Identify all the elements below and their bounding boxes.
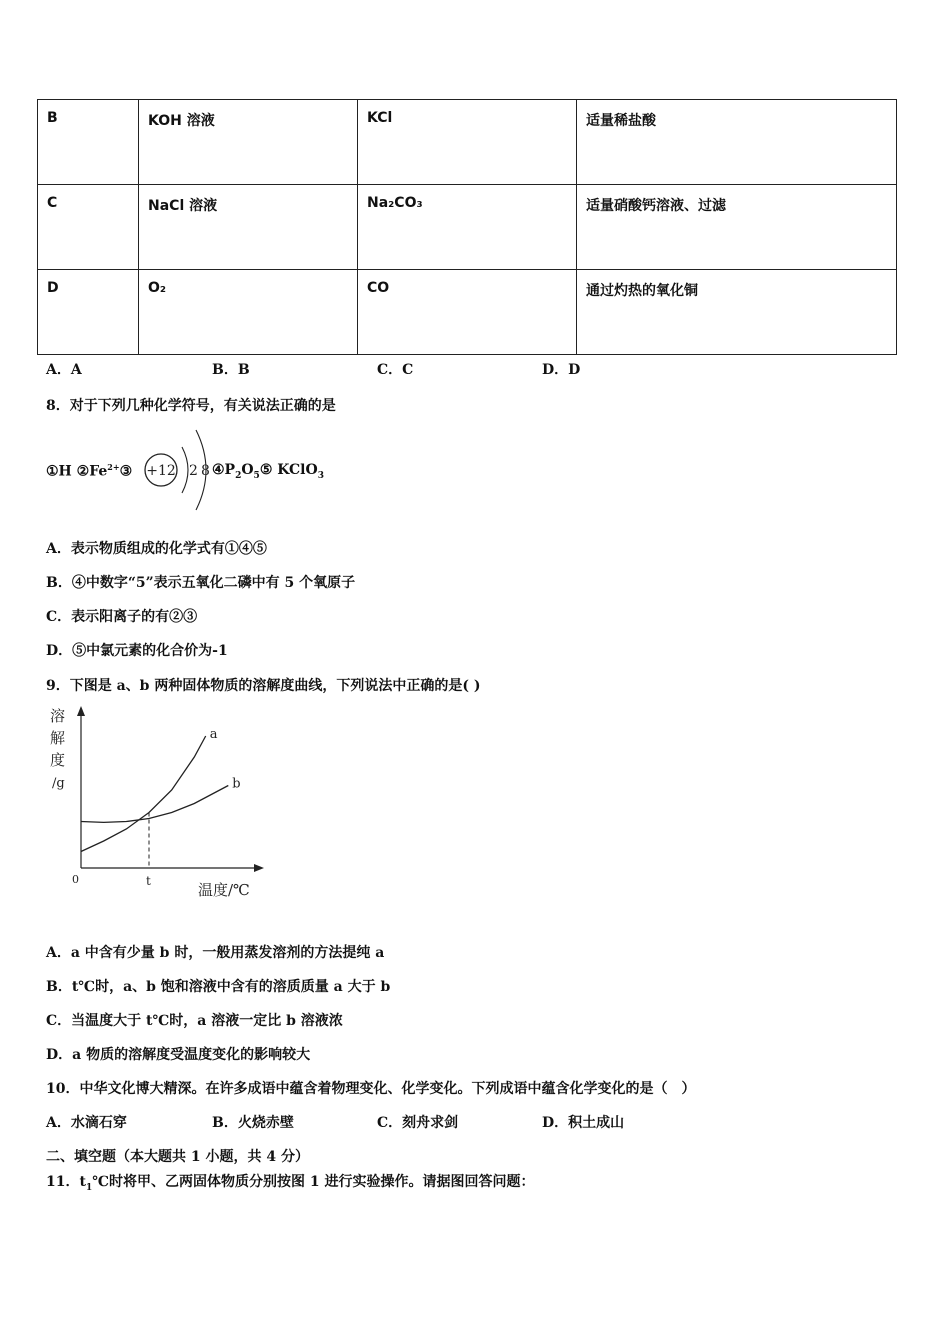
symbol-kclo: ⑤ KClO (259, 462, 318, 478)
row-impurity: KCl (358, 100, 577, 185)
y-label-char: 度 (50, 751, 66, 769)
q8-stem: 8．对于下列几种化学符号，有关说法正确的是 (46, 398, 336, 414)
curve-b (81, 786, 228, 823)
atom-structure-diagram (138, 425, 223, 515)
q8-option-c[interactable]: C．表示阳离子的有②③ (46, 609, 198, 625)
row-method: 通过灼热的氧化铜 (577, 270, 897, 355)
q10-option-b[interactable]: B．火烧赤壁 (212, 1115, 294, 1131)
shell-1-electrons: 2 (189, 463, 198, 479)
q10-option-c[interactable]: C．刻舟求剑 (377, 1115, 459, 1131)
q8-symbols-right (212, 462, 324, 481)
curve-b-label: b (232, 776, 241, 792)
row-letter: C (38, 185, 139, 270)
q11-text: ℃时将甲、乙两固体物质分别按图 1 进行实验操作。请据图回答问题： (92, 1174, 535, 1190)
solubility-chart (46, 703, 276, 903)
row-substance: O₂ (139, 270, 358, 355)
row-method: 适量硝酸钙溶液、过滤 (577, 185, 897, 270)
o-subscript: 5 (253, 470, 260, 481)
q9-stem: 9．下图是 a、b 两种固体物质的溶解度曲线，下列说法中正确的是( ) (46, 678, 481, 694)
q8-symbols (46, 462, 132, 480)
shell-2-electrons: 8 (201, 463, 210, 479)
row-substance: NaCl 溶液 (139, 185, 358, 270)
choice-b[interactable]: B．B (212, 362, 250, 378)
row-substance: KOH 溶液 (139, 100, 358, 185)
q11-subscript: 1 (85, 1182, 93, 1193)
q8-option-a[interactable]: A．表示物质组成的化学式有①④⑤ (46, 541, 267, 557)
row-impurity: CO (358, 270, 577, 355)
fe-charge: 2+ (107, 462, 120, 472)
q8-option-d[interactable]: D．⑤中氯元素的化合价为-1 (46, 643, 228, 659)
q9-option-b[interactable]: B．t℃时，a、b 饱和溶液中含有的溶质质量 a 大于 b (46, 979, 391, 995)
x-axis-arrow (254, 864, 264, 872)
q10-stem: 10．中华文化博大精深。在许多成语中蕴含着物理变化、化学变化。下列成语中蕴含化学变化的是（ ） (46, 1081, 696, 1097)
shell-arc-1 (182, 447, 188, 493)
symbol-p: ④P (212, 462, 236, 478)
q10-option-a[interactable]: A．水滴石穿 (46, 1115, 127, 1131)
q10-option-d[interactable]: D．积土成山 (542, 1115, 625, 1131)
q9-option-c[interactable]: C．当温度大于 t℃时，a 溶液一定比 b 溶液浓 (46, 1013, 343, 1029)
origin-label: 0 (72, 873, 79, 886)
row-method: 适量稀盐酸 (577, 100, 897, 185)
q8-option-b[interactable]: B．④中数字“5”表示五氧化二磷中有 5 个氧原子 (46, 575, 356, 591)
q9-option-a[interactable]: A．a 中含有少量 b 时，一般用蒸发溶剂的方法提纯 a (46, 945, 385, 961)
curve-a (81, 736, 206, 852)
row-impurity: Na₂CO₃ (358, 185, 577, 270)
y-label-char: 溶 (50, 707, 66, 725)
y-axis-label (50, 707, 65, 791)
y-axis-arrow (77, 706, 85, 716)
nucleus-charge: +12 (146, 463, 176, 479)
symbol-h-fe: ①H ②Fe (46, 463, 108, 480)
q11-prefix: 11．t (46, 1174, 86, 1190)
choice-c[interactable]: C．C (377, 362, 414, 378)
q11-stem (46, 1171, 534, 1193)
symbol-3: ③ (119, 463, 133, 480)
y-label-char: 解 (50, 729, 66, 747)
table-row (38, 100, 897, 185)
choice-a[interactable]: A．A (46, 362, 82, 378)
y-label-char: /g (52, 776, 65, 791)
section-heading: 二、填空题（本大题共 1 小题，共 4 分） (46, 1149, 309, 1165)
curve-a-label: a (209, 727, 218, 742)
row-letter: D (38, 270, 139, 355)
t-tick-label: t (146, 874, 151, 888)
x-axis-label: 温度/℃ (198, 881, 250, 899)
q9-option-d[interactable]: D．a 物质的溶解度受温度变化的影响较大 (46, 1047, 311, 1063)
symbol-o: O (241, 462, 254, 478)
p-subscript: 2 (235, 470, 242, 481)
table-row (38, 270, 897, 355)
row-letter: B (38, 100, 139, 185)
table-row (38, 185, 897, 270)
options-table (37, 99, 897, 355)
kclo-subscript: 3 (317, 470, 324, 481)
choice-d[interactable]: D．D (542, 362, 581, 378)
